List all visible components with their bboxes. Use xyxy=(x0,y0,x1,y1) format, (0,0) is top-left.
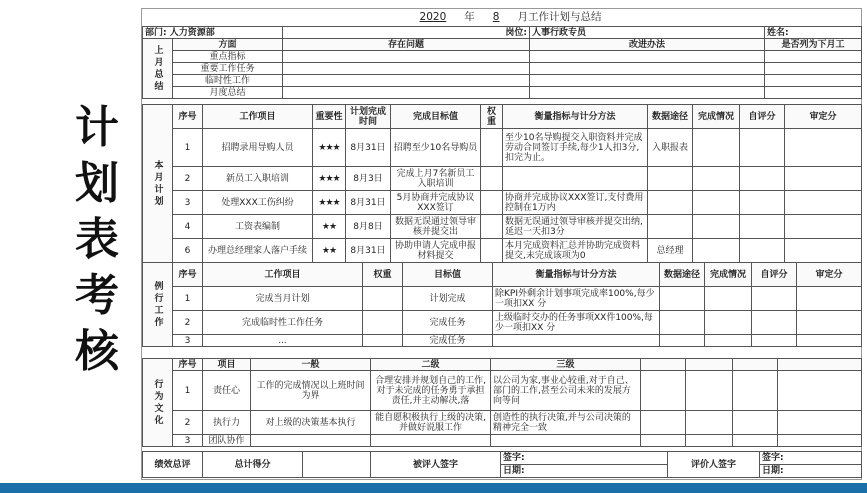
title-month-suffix: 月工作计划与总结 xyxy=(517,11,602,23)
plan-goal: 数据无误通过领导审核并提交出 xyxy=(391,215,481,239)
summary-problem-cell[interactable] xyxy=(283,87,530,99)
behavior-cell[interactable] xyxy=(686,411,733,435)
routine-item: 完成临时性工作任务 xyxy=(203,311,363,335)
name-label: 姓名: xyxy=(765,27,862,39)
plan-goal: 5月协商并完成协议XXX签订 xyxy=(391,191,481,215)
behavior-row xyxy=(143,371,862,411)
side-title-char: 核 xyxy=(75,326,119,377)
behavior-empty-header xyxy=(686,359,733,371)
summary-aspect: 月度总结 xyxy=(173,87,283,99)
plan-approved-score-cell[interactable] xyxy=(785,167,862,191)
side-title-char: 划 xyxy=(75,158,119,209)
plan-table xyxy=(142,104,862,263)
bottom-accent-bar xyxy=(0,483,867,493)
routine-source-cell[interactable] xyxy=(660,311,705,335)
routine-approved-score-cell[interactable] xyxy=(797,287,862,311)
evaluator-sign[interactable]: 签字: xyxy=(760,452,862,465)
behavior-cell[interactable] xyxy=(641,411,686,435)
plan-header-cell: 衡量指标与计分方法 xyxy=(503,105,648,129)
summary-next-cell[interactable] xyxy=(765,87,862,99)
routine-header-cell: 完成情况 xyxy=(705,263,752,287)
plan-approved-score-cell[interactable] xyxy=(785,239,862,263)
routine-header-cell: 权重 xyxy=(363,263,403,287)
behavior-item: 责任心 xyxy=(203,371,251,411)
summary-header-cell: 是否列为下月工 xyxy=(765,39,862,51)
routine-header-cell: 序号 xyxy=(173,263,203,287)
behavior-level2: 合理安排并规划自己的工作,对于未完成的任务勇于承担责任,并主动解决,落 xyxy=(371,371,491,411)
behavior-cell[interactable] xyxy=(778,411,862,435)
side-title-char: 考 xyxy=(75,270,119,321)
plan-status-cell[interactable] xyxy=(693,215,740,239)
summary-aspect: 重点指标 xyxy=(173,51,283,63)
summary-row xyxy=(143,75,862,87)
routine-weight-cell[interactable] xyxy=(363,335,403,347)
summary-header-cell: 存在问题 xyxy=(283,39,530,51)
summary-table xyxy=(142,26,862,99)
behavior-empty-header xyxy=(778,359,862,371)
behavior-header-cell: 二级 xyxy=(371,359,491,371)
routine-section-label: 例行工作 xyxy=(143,263,173,347)
plan-approved-score-cell[interactable] xyxy=(785,215,862,239)
behavior-level2: 能自愿积极执行上级的决策,并做好说服工作 xyxy=(371,411,491,435)
behavior-no: 3 xyxy=(173,435,203,447)
plan-status-cell[interactable] xyxy=(693,129,740,167)
behavior-no: 1 xyxy=(173,371,203,411)
plan-header-cell: 数据途径 xyxy=(648,105,693,129)
behavior-cell[interactable] xyxy=(641,371,686,411)
evaluatee-sign[interactable]: 签字: xyxy=(501,452,668,465)
plan-status-cell[interactable] xyxy=(693,191,740,215)
routine-no: 2 xyxy=(173,311,203,335)
evaluator-date[interactable]: 日期: xyxy=(760,465,862,478)
plan-goal: 协助申请人完成申报材料提交 xyxy=(391,239,481,263)
score-label: 总计得分 xyxy=(203,452,303,478)
plan-header-cell: 工作项目 xyxy=(203,105,313,129)
plan-header-cell: 权重 xyxy=(481,105,503,129)
plan-measure xyxy=(503,167,648,191)
routine-source-cell[interactable] xyxy=(660,335,705,347)
plan-status-cell[interactable] xyxy=(693,239,740,263)
routine-header-cell: 自评分 xyxy=(752,263,797,287)
plan-no: 3 xyxy=(173,191,203,215)
plan-row xyxy=(143,191,862,215)
routine-weight-cell[interactable] xyxy=(363,311,403,335)
routine-goal: 完成任务 xyxy=(403,335,493,347)
behavior-cell[interactable] xyxy=(733,411,778,435)
routine-status-cell[interactable] xyxy=(705,311,752,335)
routine-self-score-cell[interactable] xyxy=(752,335,797,347)
plan-source xyxy=(648,215,693,239)
behavior-row xyxy=(143,435,862,447)
behavior-cell[interactable] xyxy=(778,371,862,411)
routine-header-cell: 目标值 xyxy=(403,263,493,287)
behavior-cell[interactable] xyxy=(733,371,778,411)
plan-self-score-cell[interactable] xyxy=(740,239,785,263)
plan-weight-cell[interactable] xyxy=(481,239,503,263)
routine-item: ... xyxy=(203,335,363,347)
routine-row xyxy=(143,287,862,311)
title-month: 8 xyxy=(492,11,500,23)
behavior-cell[interactable] xyxy=(733,435,778,447)
plan-date: 8月31日 xyxy=(346,129,391,167)
plan-importance: ★★★ xyxy=(313,129,346,167)
behavior-cell[interactable] xyxy=(686,435,733,447)
routine-header xyxy=(143,263,862,287)
behavior-level1 xyxy=(251,435,371,447)
plan-section-label: 本月计划 xyxy=(143,105,173,263)
routine-header-cell: 衡量指标与计分方法 xyxy=(493,263,660,287)
sheet-title xyxy=(142,9,861,26)
summary-aspect: 重要工作任务 xyxy=(173,63,283,75)
routine-measure: 上级临时交办的任务事项XX件100%,每少一项扣XX 分 xyxy=(493,311,660,335)
behavior-level3: 创造性的执行决策,并与公司决策的精神完全一致 xyxy=(491,411,641,435)
behavior-header-cell: 序号 xyxy=(173,359,203,371)
plan-no: 1 xyxy=(173,129,203,167)
plan-importance: ★★★ xyxy=(313,191,346,215)
summary-next-cell[interactable] xyxy=(765,75,862,87)
summary-problem-cell[interactable] xyxy=(283,63,530,75)
routine-status-cell[interactable] xyxy=(705,287,752,311)
plan-header-cell: 计划完成时间 xyxy=(346,105,391,129)
plan-header-cell: 审定分 xyxy=(785,105,862,129)
routine-weight-cell[interactable] xyxy=(363,287,403,311)
summary-aspect: 临时性工作 xyxy=(173,75,283,87)
plan-self-score-cell[interactable] xyxy=(740,191,785,215)
routine-self-score-cell[interactable] xyxy=(752,287,797,311)
plan-header-cell: 重要性 xyxy=(313,105,346,129)
plan-goal: 招聘至少10名导购员 xyxy=(391,129,481,167)
plan-measure: 至少10名导购提交入职资料并完成劳动合同签订手续,每少1人扣3分,扣完为止。 xyxy=(503,129,648,167)
plan-source: 总经理 xyxy=(648,239,693,263)
score-value-cell[interactable] xyxy=(303,452,371,478)
routine-status-cell[interactable] xyxy=(705,335,752,347)
plan-weight-cell[interactable] xyxy=(481,191,503,215)
behavior-level3: 以公司为家,事业心较重,对于自己、部门的工作,甚至公司未来的发展方向等问 xyxy=(491,371,641,411)
plan-no: 6 xyxy=(173,239,203,263)
plan-row xyxy=(143,167,862,191)
title-year-suffix: 年 xyxy=(464,11,475,23)
position-value: 人事行政专员 xyxy=(530,27,765,39)
plan-date: 8月8日 xyxy=(346,215,391,239)
plan-row xyxy=(143,239,862,263)
plan-item: 招聘录用导购人员 xyxy=(203,129,313,167)
routine-self-score-cell[interactable] xyxy=(752,311,797,335)
total-label: 绩效总评 xyxy=(143,452,203,478)
plan-header-cell: 完成目标值 xyxy=(391,105,481,129)
routine-measure xyxy=(493,335,660,347)
plan-approved-score-cell[interactable] xyxy=(785,191,862,215)
routine-source-cell[interactable] xyxy=(660,287,705,311)
routine-goal: 计划完成 xyxy=(403,287,493,311)
plan-importance: ★★ xyxy=(313,215,346,239)
routine-header-cell: 工作项目 xyxy=(203,263,363,287)
summary-header xyxy=(143,39,862,51)
summary-improve-cell[interactable] xyxy=(530,87,765,99)
behavior-cell[interactable] xyxy=(686,371,733,411)
routine-row xyxy=(143,311,862,335)
routine-approved-score-cell[interactable] xyxy=(797,335,862,347)
plan-item: 处理XXX工伤纠纷 xyxy=(203,191,313,215)
behavior-level1: 工作的完成情况以上班时间为界 xyxy=(251,371,371,411)
plan-goal: 完成上月7名新员工入职培训 xyxy=(391,167,481,191)
plan-source xyxy=(648,191,693,215)
summary-problem-cell[interactable] xyxy=(283,75,530,87)
dept-label: 部门: xyxy=(145,27,167,38)
plan-self-score-cell[interactable] xyxy=(740,215,785,239)
side-title-char: 表 xyxy=(75,214,119,265)
plan-approved-score-cell[interactable] xyxy=(785,129,862,167)
routine-header-cell: 数据途径 xyxy=(660,263,705,287)
behavior-row xyxy=(143,411,862,435)
routine-no: 3 xyxy=(173,335,203,347)
routine-row xyxy=(143,335,862,347)
behavior-empty-header xyxy=(641,359,686,371)
plan-importance: ★★ xyxy=(313,239,346,263)
behavior-header-cell: 一般 xyxy=(251,359,371,371)
routine-header-cell: 审定分 xyxy=(797,263,862,287)
routine-approved-score-cell[interactable] xyxy=(797,311,862,335)
behavior-no: 2 xyxy=(173,411,203,435)
plan-measure: 数据无误通过领导审核并提交出纳,延迟一天扣3分 xyxy=(503,215,648,239)
plan-self-score-cell[interactable] xyxy=(740,129,785,167)
summary-row xyxy=(143,63,862,75)
summary-row xyxy=(143,87,862,99)
summary-improve-cell[interactable] xyxy=(530,75,765,87)
routine-measure: 除KPI外剩余计划事项完成率100%,每少一项扣XX 分 xyxy=(493,287,660,311)
plan-weight-cell[interactable] xyxy=(481,167,503,191)
plan-date: 8月3日 xyxy=(346,167,391,191)
behavior-item: 团队协作 xyxy=(203,435,251,447)
evaluatee-label: 被评人签字 xyxy=(371,452,501,478)
plan-no: 4 xyxy=(173,215,203,239)
summary-improve-cell[interactable] xyxy=(530,51,765,63)
summary-problem-cell[interactable] xyxy=(283,51,530,63)
summary-row xyxy=(143,51,862,63)
plan-row xyxy=(143,129,862,167)
plan-header-cell: 序号 xyxy=(173,105,203,129)
summary-next-cell[interactable] xyxy=(765,63,862,75)
behavior-level3 xyxy=(491,435,641,447)
behavior-cell[interactable] xyxy=(641,435,686,447)
plan-self-score-cell[interactable] xyxy=(740,167,785,191)
summary-header-cell: 方面 xyxy=(173,39,283,51)
plan-header-cell: 自评分 xyxy=(740,105,785,129)
summary-next-cell[interactable] xyxy=(765,51,862,63)
dept-value: 人力资源部 xyxy=(169,27,215,38)
routine-item: 完成当月计划 xyxy=(203,287,363,311)
plan-header xyxy=(143,105,862,129)
side-title xyxy=(62,100,132,380)
footer-row xyxy=(143,452,862,465)
plan-measure: 本月完成资料汇总并协助完成资料提交,未完成该项为0 xyxy=(503,239,648,263)
plan-source xyxy=(648,167,693,191)
behavior-table xyxy=(142,358,862,447)
behavior-item: 执行力 xyxy=(203,411,251,435)
footer-table xyxy=(142,451,862,478)
routine-goal: 完成任务 xyxy=(403,311,493,335)
behavior-level1: 对上级的决策基本执行 xyxy=(251,411,371,435)
behavior-empty-header xyxy=(733,359,778,371)
plan-weight-cell[interactable] xyxy=(481,215,503,239)
plan-measure: 协商并完成协议XXX签订,支付费用控制在1万内 xyxy=(503,191,648,215)
plan-item: 新员工入职培训 xyxy=(203,167,313,191)
plan-date: 8月31日 xyxy=(346,239,391,263)
plan-header-cell: 完成情况 xyxy=(693,105,740,129)
evaluatee-date[interactable]: 日期: xyxy=(501,465,668,478)
plan-item: 办理总经理家人落户手续 xyxy=(203,239,313,263)
plan-importance: ★★★ xyxy=(313,167,346,191)
behavior-header-cell: 项目 xyxy=(203,359,251,371)
plan-status-cell[interactable] xyxy=(693,167,740,191)
plan-row xyxy=(143,215,862,239)
behavior-section-label: 行为文化 xyxy=(143,359,173,447)
plan-sheet xyxy=(141,8,862,480)
info-row xyxy=(143,27,862,39)
plan-no: 2 xyxy=(173,167,203,191)
summary-header-cell: 改进办法 xyxy=(530,39,765,51)
plan-item: 工资表编制 xyxy=(203,215,313,239)
title-year: 2020 xyxy=(419,11,447,23)
behavior-header-cell: 三级 xyxy=(491,359,641,371)
routine-table xyxy=(142,262,862,347)
position-label: 岗位: xyxy=(283,27,530,39)
behavior-level2 xyxy=(371,435,491,447)
summary-improve-cell[interactable] xyxy=(530,63,765,75)
routine-no: 1 xyxy=(173,287,203,311)
summary-section-label: 上月总结 xyxy=(143,39,173,99)
plan-date: 8月31日 xyxy=(346,191,391,215)
behavior-cell[interactable] xyxy=(778,435,862,447)
side-title-char: 计 xyxy=(75,102,119,153)
behavior-header xyxy=(143,359,862,371)
dept-cell xyxy=(143,27,283,39)
plan-weight-cell[interactable] xyxy=(481,129,503,167)
evaluator-label: 评价人签字 xyxy=(668,452,760,478)
plan-source: 入职报表 xyxy=(648,129,693,167)
